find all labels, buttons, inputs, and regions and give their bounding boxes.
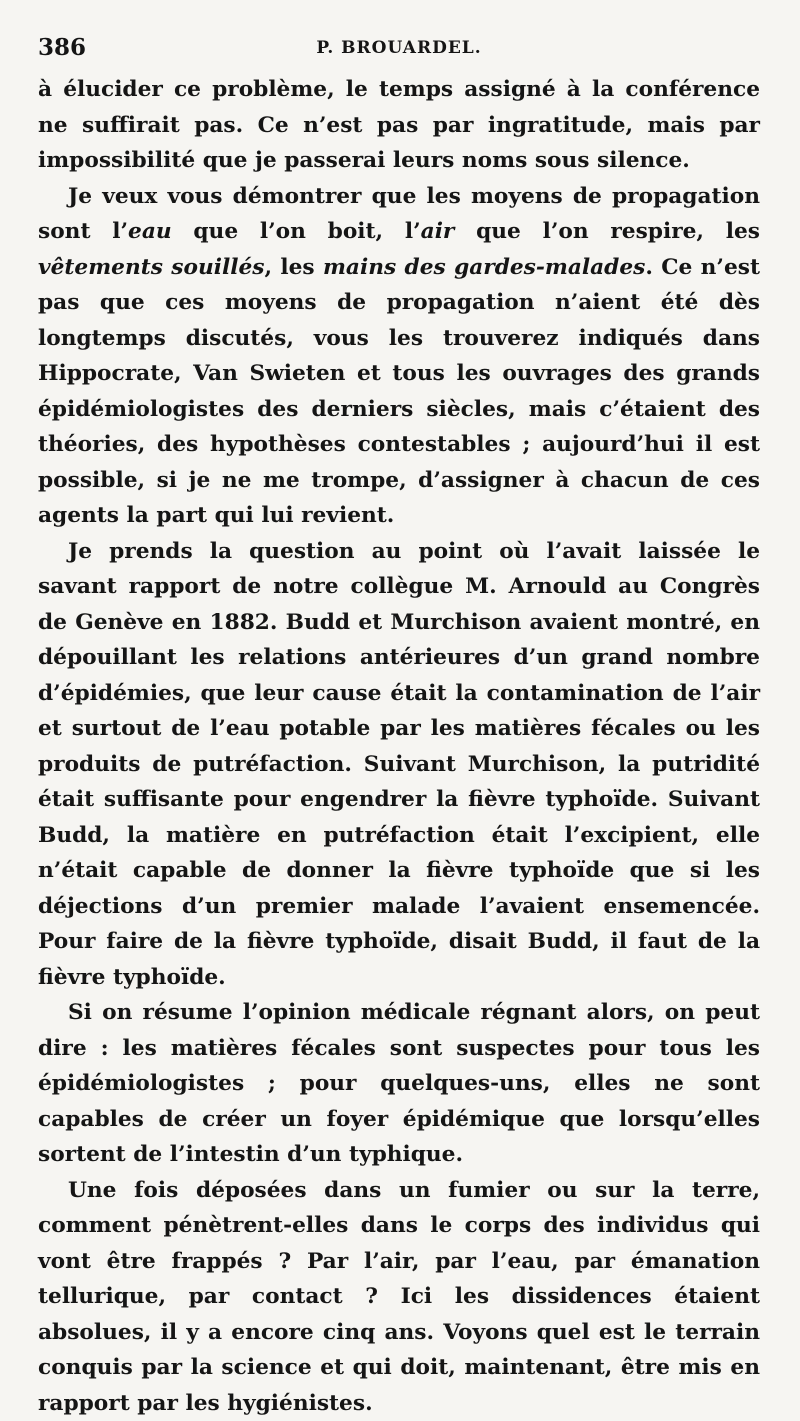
text-run: Je veux vous démontrer que les moyens de propagation sont l’ (38, 184, 760, 245)
page-number: 386 (38, 34, 86, 61)
italic-phrase: air (421, 219, 455, 244)
text-run: . Ce n’est pas que ces moyens de propagation n’aient été dès longtemps discutés, vous les trouverez indiqués dans Hippocrate, Van Swieten et tous les ouvrages des grands épidémiologistes des derniers siècles, mais c’étaient des théories, des hypothèses contestables ; aujourd’hui il est possible, si je ne me trompe, d’assigner à chacun de ces agents la part qui lui revient. (38, 255, 760, 529)
text-run: que l’on respire, les (454, 219, 760, 244)
paragraph (38, 534, 760, 996)
text-run: Une fois déposées dans un fumier ou sur la terre, comment pénètrent-elles dans le corps des individus qui vont être frappés ? Par l’air, par l’eau, par émanation tellurique, par contact ? Ici les dissidences étaient absolues, il y a encore cinq ans. Voyons quel est le terrain conquis par la science et qui doit, maintenant, être mis en rapport par les hygiénistes. (38, 1178, 760, 1416)
text-run: que l’on boit, l’ (172, 219, 421, 244)
text-run: à élucider ce problème, le temps assigné à la conférence ne suffirait pas. Ce n’est pas par ingratitude, mais par impossibilité que je passerai leurs noms sous silence. (38, 77, 760, 173)
running-head: P. BROUARDEL. (38, 38, 760, 58)
text-run: , les (264, 255, 323, 280)
body-text (38, 72, 760, 1421)
italic-phrase: mains des gardes-malades (323, 255, 645, 280)
paragraph (38, 995, 760, 1173)
book-page (38, 32, 760, 1421)
paragraph (38, 72, 760, 179)
paragraph (38, 1173, 760, 1421)
italic-phrase: vêtements souillés (38, 255, 264, 280)
page-header (38, 32, 760, 72)
italic-phrase: eau (128, 219, 172, 244)
text-run: Je prends la question au point où l’avait laissée le savant rapport de notre collègue M. Arnould au Congrès de Genève en 1882. Budd et Murchison avaient montré, en dépouillant les relations antérieures d’un grand nombre d’épidémies, que leur cause était la contamination de l’air et surtout de l’eau potable par les matières fécales ou les produits de putréfaction. Suivant Murchison, la putridité était suffisante pour engendrer la fièvre typhoïde. Suivant Budd, la matière en putréfaction était l’excipient, elle n’était capable de donner la fièvre typhoïde que si les déjections d’un premier malade l’avaient ensemencée. Pour faire de la fièvre typhoïde, disait Budd, il faut de la fièvre typhoïde. (38, 539, 760, 990)
text-run: Si on résume l’opinion médicale régnant alors, on peut dire : les matières fécales sont suspectes pour tous les épidémiologistes ; pour quelques-uns, elles ne sont capables de créer un foyer épidémique que lorsqu’elles sortent de l’intestin d’un typhique. (38, 1000, 760, 1167)
paragraph (38, 179, 760, 534)
